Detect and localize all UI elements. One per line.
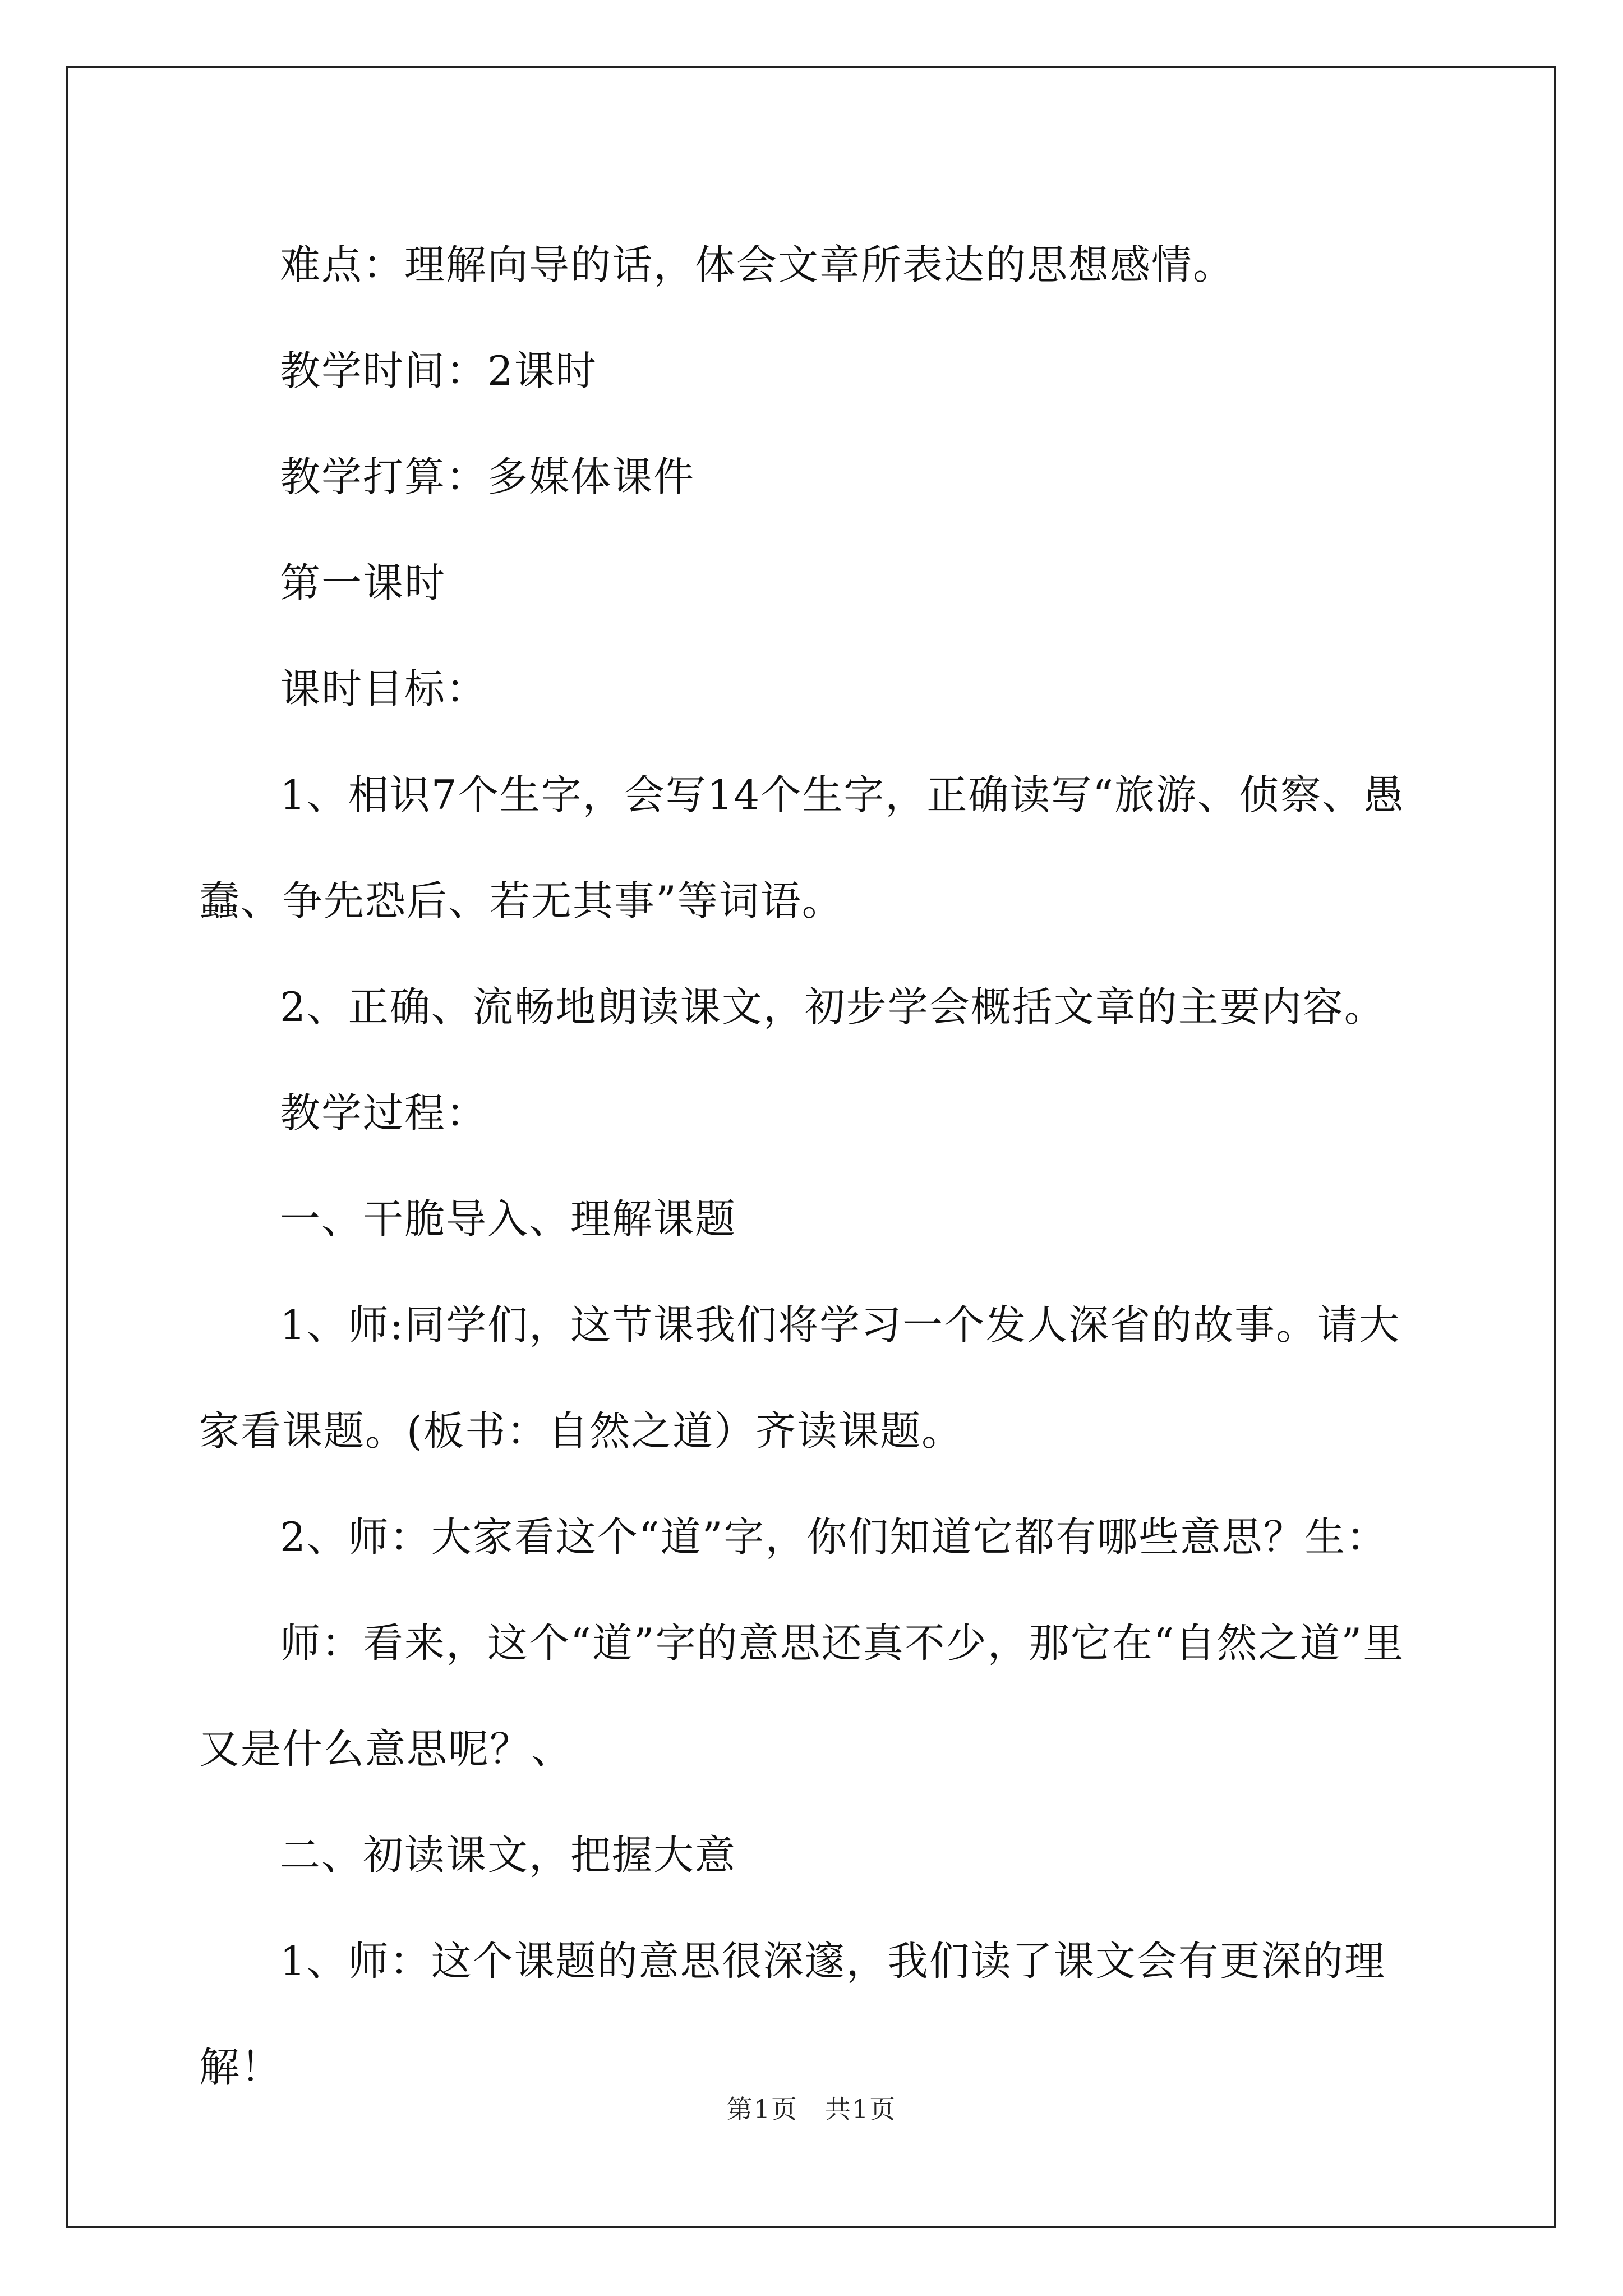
paragraph-goal-2: 2、正确、流畅地朗读课文，初步学会概括文章的主要内容。 [280, 983, 1386, 1030]
page-number-total: 共1页 [825, 2094, 897, 2124]
paragraph-teaching-process: 教学过程： [280, 1089, 488, 1137]
paragraph-section-1: 一、干脆导入、理解课题 [280, 1195, 737, 1243]
page-number-current: 第1页 [726, 2094, 798, 2124]
paragraph-step-1: 1、师:同学们，这节课我们将学习一个发人深省的故事。请大家看课题。(板书：自然之道）齐读课题。 [199, 1301, 1401, 1455]
paragraph-teaching-preparation: 教学打算：多媒体课件 [280, 453, 695, 500]
paragraph-difficulty: 难点：理解向导的话，体会文章所表达的思想感情。 [280, 241, 1235, 288]
paragraph-section-2: 二、初读课文，把握大意 [280, 1832, 737, 1879]
document-body [199, 212, 1438, 2120]
paragraph-step-2: 2、师：大家看这个“道”字，你们知道它都有哪些意思？生： [280, 1513, 1388, 1561]
paragraph-teacher-remark: 师：看来，这个“道”字的意思还真不少，那它在“自然之道”里又是什么意思呢？、 [199, 1619, 1405, 1773]
paragraph-first-lesson: 第一课时 [280, 559, 446, 606]
paragraph-step-3: 1、师：这个课题的意思很深邃，我们读了课文会有更深的理解！ [199, 1938, 1386, 2091]
paragraph-teaching-time: 教学时间：2课时 [280, 347, 597, 394]
page-footer [0, 2089, 1623, 2126]
paragraph-lesson-goals: 课时目标： [280, 665, 488, 712]
paragraph-goal-1: 1、相识7个生字，会写14个生字，正确读写“旅游、侦察、愚蠢、争先恐后、若无其事”等词语。 [199, 771, 1405, 924]
